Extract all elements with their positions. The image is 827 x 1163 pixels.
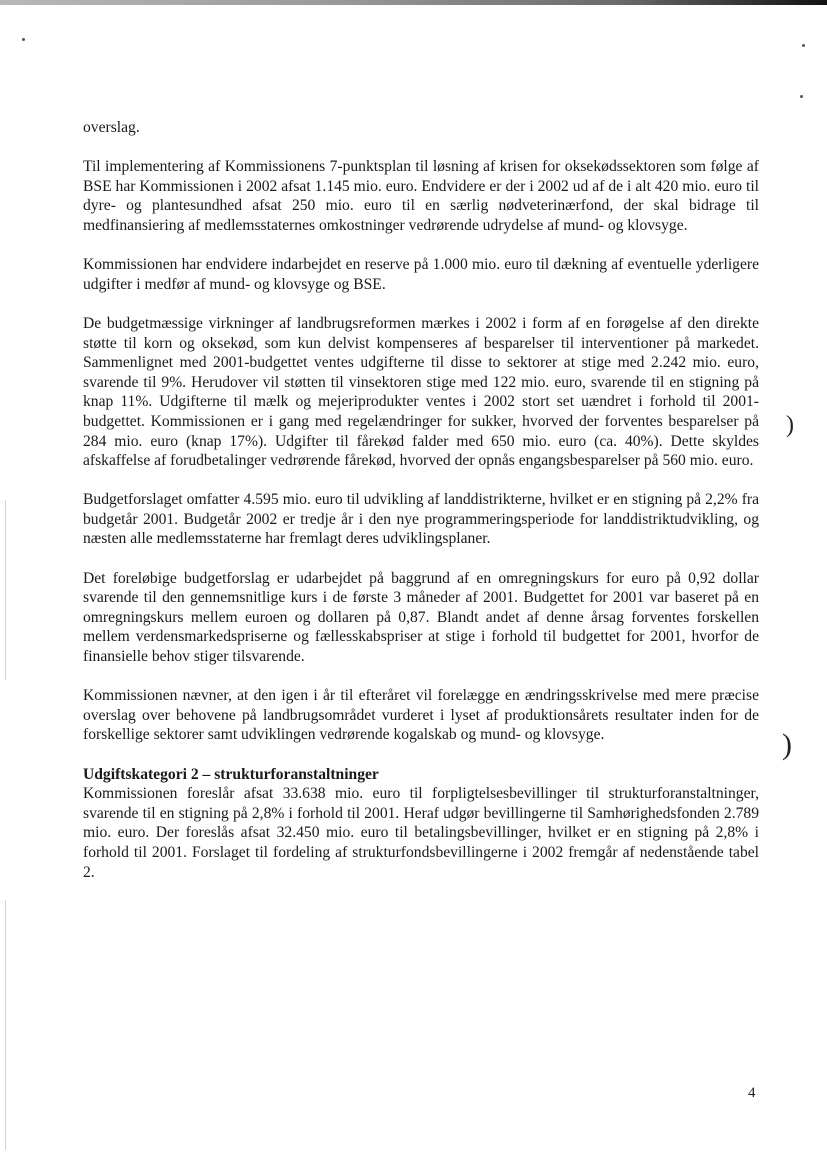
- section-heading: Udgiftskategori 2 – strukturforanstaltninger: [83, 765, 379, 783]
- paragraph-reserve: Kommissionen har endvidere indarbejdet en reserve på 1.000 mio. euro til dækning af eventuelle yderligere udgifter i medfør af mund- og klovsyge og BSE.: [83, 256, 759, 293]
- scan-top-rule: [0, 0, 827, 5]
- paragraph-amending-letter: Kommissionen nævner, at den igen i år til efteråret vil forelægge en ændringsskrivelse med mere præcise overslag over behovene på landbrugsområdet vurderet i lyset af produktionsårets resultater inden for de forskellige sektorer samt udviklingen vedrørende kogalskab og mund- og klovsyge.: [83, 687, 759, 744]
- page-number: 4: [748, 1085, 756, 1101]
- scan-speck: [22, 38, 25, 41]
- scan-speck: [800, 95, 803, 98]
- scan-margin-line: [5, 500, 6, 680]
- margin-bracket-mark: ): [782, 728, 792, 761]
- paragraph-agricultural-reform: De budgetmæssige virkninger af landbrugsreformen mærkes i 2002 i form af en forøgelse af den direkte støtte til korn og oksekød, som kun delvist kompenseres af besparelser til interventioner på markedet. Sammenlignet med 2001-budgettet ventes udgifterne til disse to sektorer at stige med 2.242 mio. euro, svarende til 9%. Herudover vil støtten til vinsektoren stige med 122 mio. euro, svarende til en stigning på knap 11%. Udgifterne til mælk og mejeriprodukter ventes i 2002 stort set uændret i forhold til 2001-budgettet. Kommissionen er i gang med regelændringer for sukker, hvorved der forventes besparelser på 284 mio. euro (knap 17%). Udgifter til fårekød falder med 650 mio. euro (ca. 40%). Dette skyldes afskaffelse af forudbetalinger vedrørende fårekød, hvorved der opnås engangsbesparelser på 560 mio. euro.: [83, 314, 759, 470]
- scan-speck: [802, 44, 805, 47]
- document-body: [83, 118, 759, 902]
- paragraph-bse-plan: Til implementering af Kommissionens 7-punktsplan til løsning af krisen for oksekødssektoren som følge af BSE har Kommissionen i 2002 afsat 1.145 mio. euro. Endvidere er der i 2002 ud af de i alt 420 mio. euro til dyre- og plantesundhed afsat 250 mio. euro til en særlig nødveterinærfond, der skal bidrage til medfinansiering af medlemsstaternes omkostninger vedrørende udrydelse af mund- og klovsyge.: [83, 158, 759, 234]
- paragraph-rural-development: Budgetforslaget omfatter 4.595 mio. euro til udvikling af landdistrikterne, hvilket er en stigning på 2,2% fra budgetår 2001. Budgetår 2002 er tredje år i den nye programmeringsperiode for landdistriktudvikling, og næsten alle medlemsstaterne har fremlagt deres udviklingsplaner.: [83, 491, 759, 548]
- scan-margin-line: [5, 900, 6, 1150]
- paragraph-exchange-rate: Det foreløbige budgetforslag er udarbejdet på baggrund af en omregningskurs for euro på 0,92 dollar svarende til den gennemsnitlige kurs i de første 3 måneder af 2001. Budgettet for 2001 var baseret på en omregningskurs mellem euroen og dollaren på 0,87. Blandt andet af denne årsag forventes forskellen mellem verdensmarkedspriserne og fællesskabspriser at stige i forhold til budgettet for 2001, hvorfor de finansielle behov stiger tilsvarende.: [83, 569, 759, 666]
- paragraph-continuation: overslag.: [83, 119, 140, 136]
- paragraph-structural-measures: Kommissionen foreslår afsat 33.638 mio. euro til forpligtelsesbevillinger til strukturforanstaltninger, svarende til en stigning på 2,8% i forhold til 2001. Heraf udgør bevillingerne til Samhørighedsfonden 2.789 mio. euro. Der foreslås afsat 32.450 mio. euro til betalingsbevillinger, hvilket er en stigning på 2,8% i forhold til 2001. Forslaget til fordeling af strukturfondsbevillingerne i 2002 fremgår af nedenstående tabel 2.: [83, 785, 759, 881]
- margin-bracket-mark: ): [786, 412, 794, 438]
